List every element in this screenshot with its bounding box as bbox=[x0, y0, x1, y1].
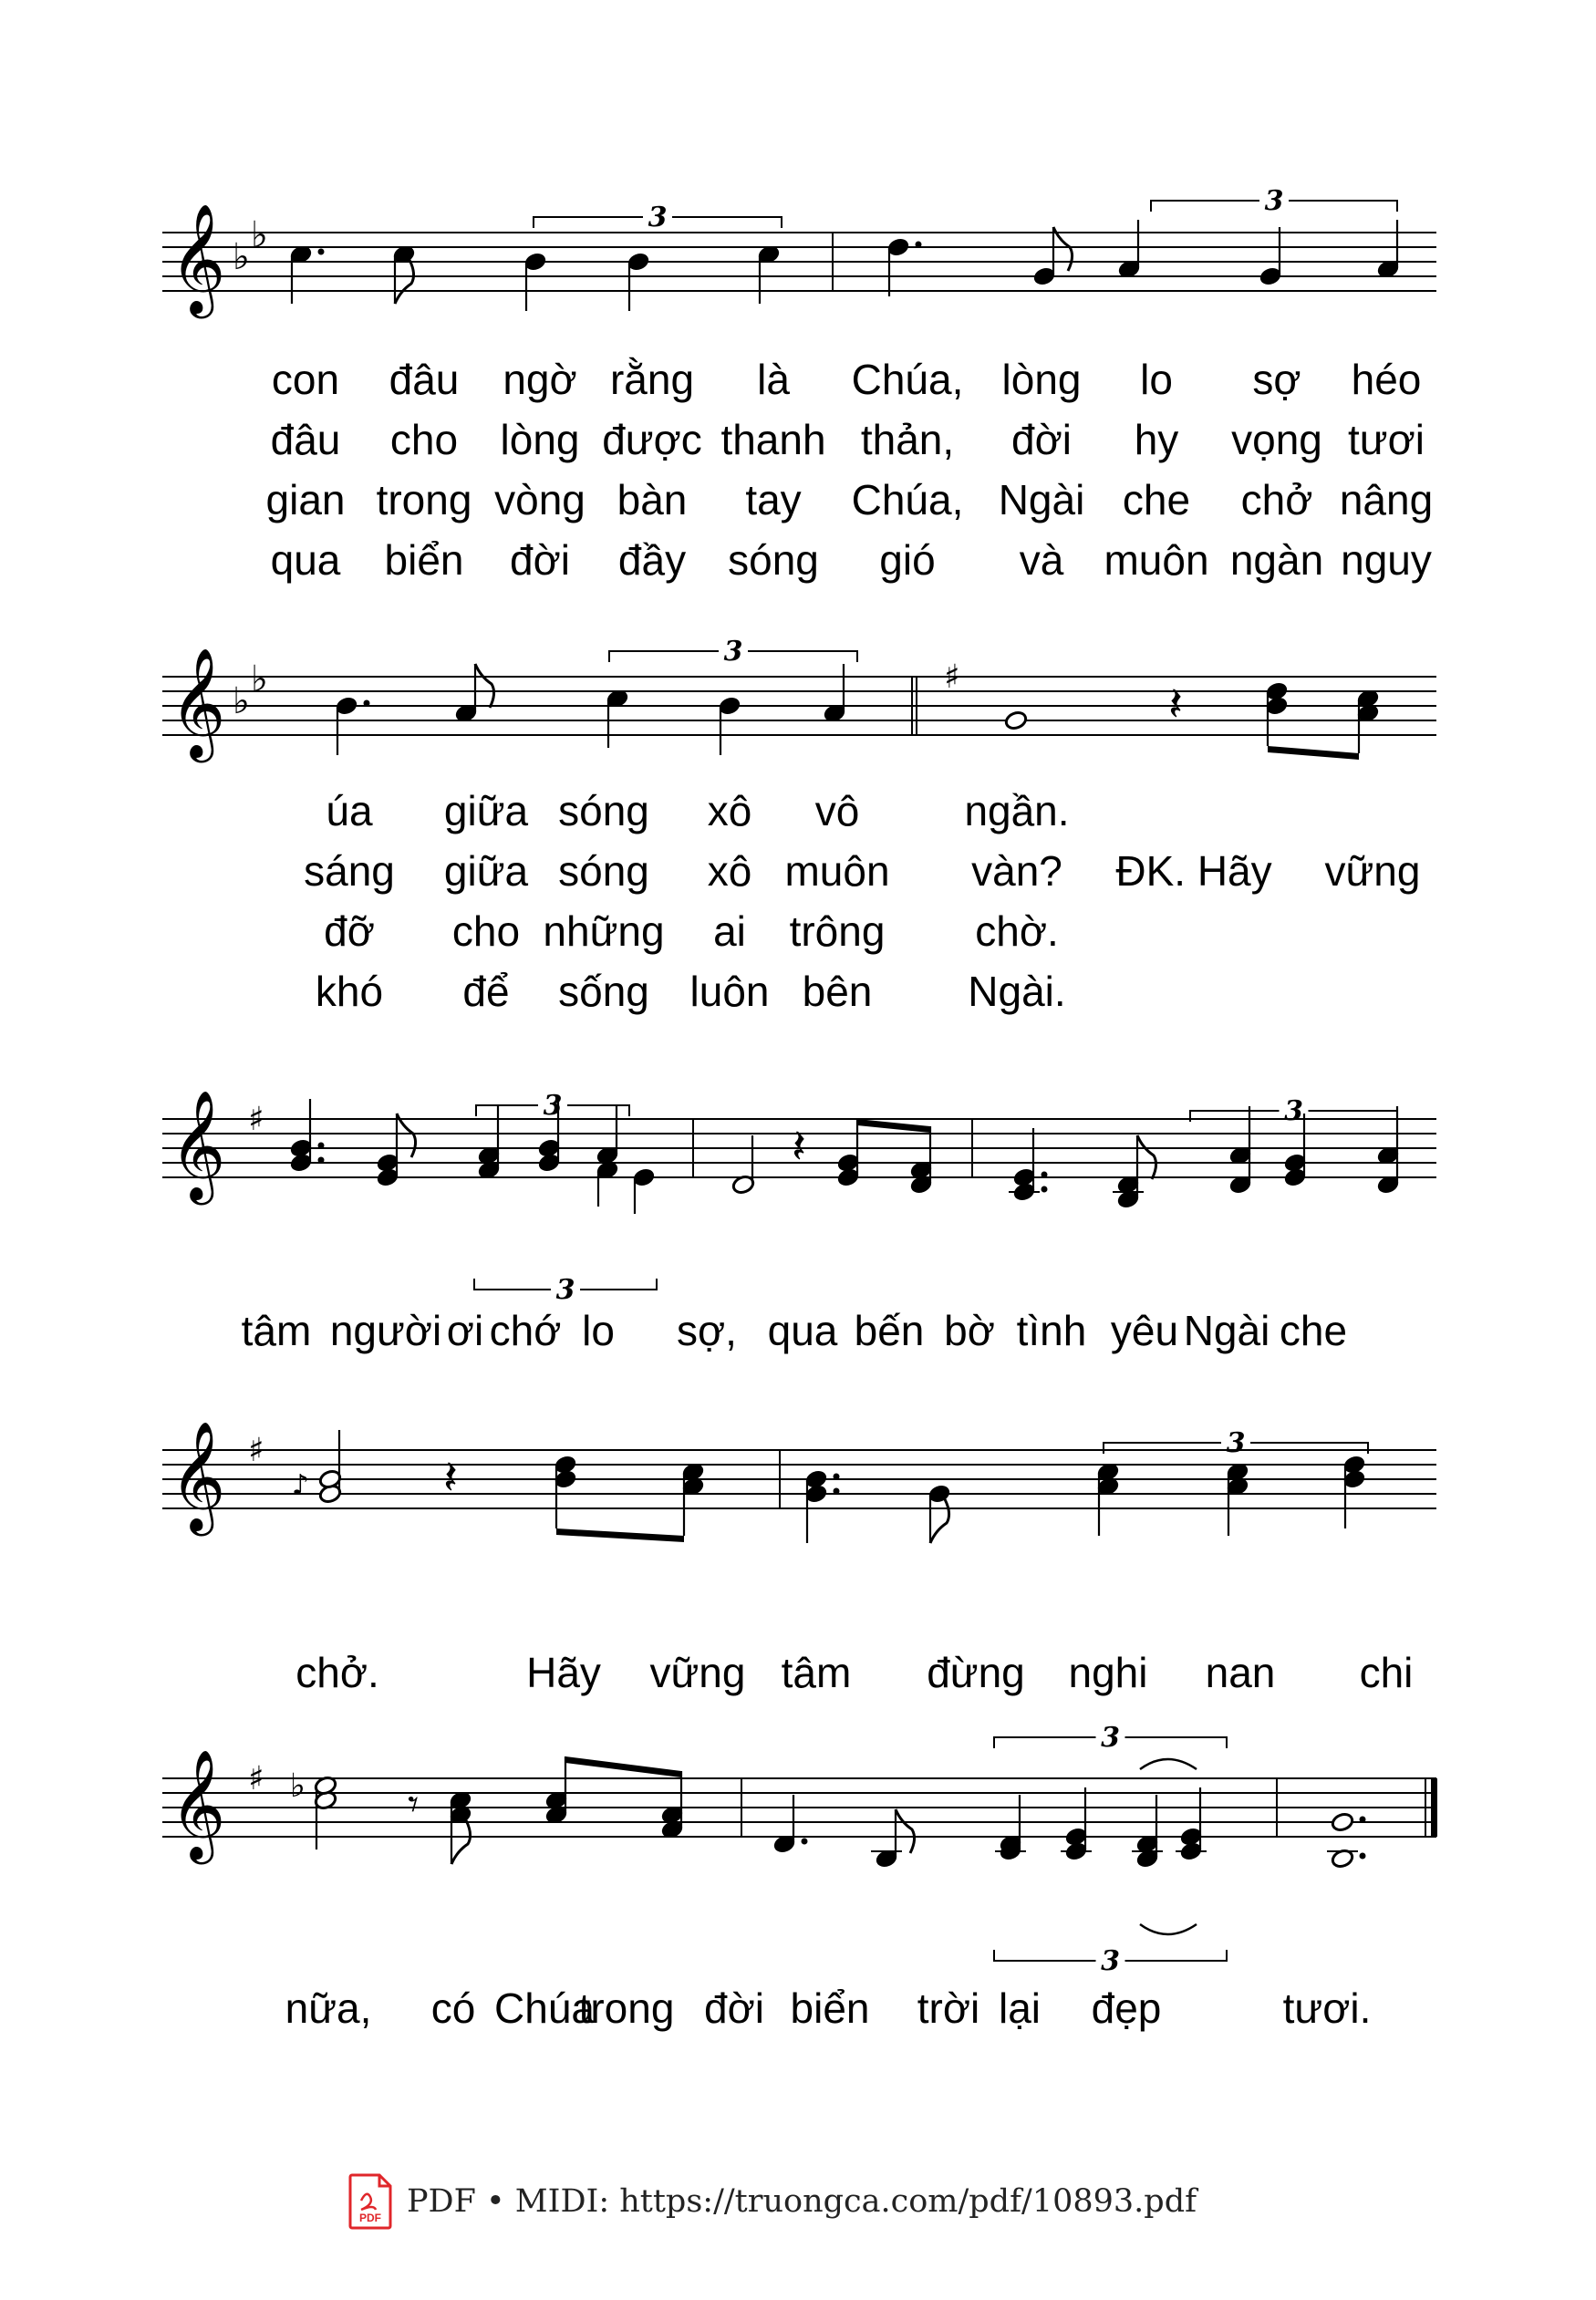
lyric-syllable: biển bbox=[384, 536, 464, 584]
beam bbox=[565, 1756, 681, 1777]
lyric-syllable: chở bbox=[1240, 476, 1313, 523]
lyric-syllable: xô bbox=[707, 787, 752, 834]
beam bbox=[857, 1119, 930, 1133]
system-5 bbox=[162, 1722, 1437, 2032]
lyric-syllable: rằng bbox=[609, 356, 695, 403]
footer-link[interactable] bbox=[347, 2172, 1197, 2231]
lyric-syllable: đừng bbox=[927, 1649, 1025, 1696]
lyric-syllable: trông bbox=[789, 907, 886, 955]
notehead bbox=[1331, 1811, 1354, 1832]
lyric-syllable: vòng bbox=[494, 476, 586, 523]
tuplet-number: 3 bbox=[1226, 1427, 1246, 1459]
lyric-syllable: Hãy bbox=[526, 1649, 601, 1696]
augmentation-dot bbox=[1042, 1186, 1048, 1193]
lyric-syllable: úa bbox=[326, 787, 373, 834]
flat-icon: ♭ bbox=[251, 214, 268, 256]
eighth-rest-icon: 𝄾 bbox=[408, 1779, 420, 1829]
lyric-syllable: sợ, bbox=[677, 1307, 737, 1354]
lyric-syllable: giữa bbox=[443, 787, 529, 834]
lyric-syllable: muôn bbox=[1104, 536, 1209, 584]
tuplet-number: 3 bbox=[1284, 1095, 1303, 1127]
lyric-syllable: thanh bbox=[720, 416, 826, 463]
lyric-syllable: nâng bbox=[1339, 476, 1434, 523]
lyric-syllable: chở. bbox=[295, 1649, 379, 1696]
lyric-syllable: giữa bbox=[443, 847, 529, 895]
lyric-syllable: vững bbox=[1324, 847, 1421, 895]
lyric-syllable: đâu bbox=[389, 356, 460, 403]
lyric-syllable: muôn bbox=[784, 847, 890, 895]
lyric-syllable: vô bbox=[814, 787, 860, 834]
tuplet-number: 3 bbox=[1264, 185, 1284, 217]
system-1 bbox=[162, 185, 1436, 584]
augmentation-dot bbox=[1360, 1817, 1366, 1823]
lyric-syllable: che bbox=[1279, 1307, 1348, 1354]
quarter-rest-icon: 𝄽 bbox=[1168, 678, 1183, 732]
lyric-syllable: bên bbox=[802, 968, 873, 1015]
augmentation-dot bbox=[834, 1474, 840, 1480]
lyric-syllable: để bbox=[462, 968, 510, 1015]
tuplet-number: 3 bbox=[1101, 1945, 1120, 1977]
slur bbox=[1140, 1924, 1197, 1934]
lyric-syllable: nan bbox=[1205, 1649, 1276, 1696]
lyric-syllable: qua bbox=[767, 1307, 838, 1354]
lyric-syllable: chớ bbox=[489, 1307, 562, 1354]
lyric-syllable: sợ bbox=[1252, 356, 1301, 403]
beam bbox=[556, 1528, 684, 1542]
lyric-syllable: những bbox=[543, 907, 665, 955]
lyric-syllable: ngần. bbox=[964, 787, 1070, 834]
lyric-syllable: người bbox=[329, 1307, 442, 1354]
augmentation-dot bbox=[318, 1157, 325, 1164]
flat-icon: ♭ bbox=[290, 1767, 306, 1805]
lyric-syllable: ĐK. Hãy bbox=[1115, 847, 1272, 895]
treble-clef-icon: 𝄞 bbox=[170, 1748, 226, 1860]
lyric-syllable: qua bbox=[270, 536, 341, 584]
lyric-syllable: gió bbox=[879, 536, 936, 584]
augmentation-dot bbox=[916, 242, 922, 248]
lyric-syllable: đẹp bbox=[1091, 1984, 1162, 2032]
quarter-rest-icon: 𝄽 bbox=[443, 1451, 458, 1506]
lyric-syllable: Chúa, bbox=[851, 356, 964, 403]
augmentation-dot bbox=[364, 700, 370, 707]
lyric-syllable: đời bbox=[1011, 416, 1072, 463]
lyric-syllable: lòng bbox=[1001, 356, 1082, 403]
lyric-syllable: héo bbox=[1351, 356, 1422, 403]
lyric-syllable: chờ. bbox=[975, 907, 1059, 955]
quarter-rest-icon: 𝄽 bbox=[792, 1120, 806, 1175]
sharp-icon: ♯ bbox=[248, 1760, 264, 1798]
lyric-syllable: đâu bbox=[270, 416, 341, 463]
lyric-syllable: vọng bbox=[1231, 416, 1322, 463]
pdf-file-icon bbox=[347, 2173, 394, 2230]
lyric-syllable: Ngài. bbox=[968, 968, 1066, 1015]
tuplet-number: 3 bbox=[543, 1090, 563, 1122]
lyric-syllable: được bbox=[602, 416, 702, 463]
lyric-syllable: ai bbox=[713, 907, 746, 955]
lyric-syllable: tình bbox=[1016, 1307, 1087, 1354]
lyric-syllable: sóng bbox=[558, 847, 649, 895]
lyric-syllable: vững bbox=[649, 1649, 746, 1696]
augmentation-dot bbox=[802, 1839, 808, 1845]
tuplet-number: 3 bbox=[648, 202, 668, 233]
lyric-syllable: thản, bbox=[860, 416, 955, 463]
final-barline bbox=[1431, 1778, 1437, 1837]
note-flag bbox=[1053, 227, 1073, 271]
lyric-syllable: gian bbox=[265, 476, 346, 523]
lyric-syllable: trong bbox=[376, 476, 472, 523]
lyric-syllable: hy bbox=[1134, 416, 1179, 463]
lyric-syllable: cho bbox=[389, 416, 459, 463]
lyric-syllable: khó bbox=[315, 968, 384, 1015]
grace-note-icon: ♪ bbox=[292, 1469, 310, 1501]
lyric-syllable: trời bbox=[917, 1984, 980, 2032]
lyric-syllable: sáng bbox=[304, 847, 395, 895]
lyric-syllable: sóng bbox=[728, 536, 819, 584]
tuplet-number: 3 bbox=[723, 636, 743, 668]
lyric-syllable: có bbox=[430, 1984, 476, 2032]
flat-icon: ♭ bbox=[233, 680, 250, 722]
lyric-syllable: sống bbox=[558, 968, 649, 1015]
note-flag bbox=[397, 1114, 416, 1157]
lyric-syllable: Chúa bbox=[494, 1984, 595, 2032]
treble-clef-icon: 𝄞 bbox=[170, 1420, 226, 1531]
lyric-syllable: đời bbox=[704, 1984, 764, 2032]
lyric-syllable: nghi bbox=[1068, 1649, 1148, 1696]
lyric-syllable: bờ bbox=[944, 1307, 995, 1354]
lyric-syllable: ngàn bbox=[1229, 536, 1324, 584]
note-flag bbox=[1137, 1135, 1156, 1179]
note-flag bbox=[896, 1809, 915, 1853]
lyric-syllable: cho bbox=[451, 907, 521, 955]
lyric-syllable: tươi. bbox=[1282, 1984, 1372, 2032]
lyric-syllable: nguy bbox=[1341, 536, 1432, 584]
lyric-syllable: đầy bbox=[617, 536, 687, 584]
slur bbox=[1140, 1759, 1197, 1769]
lyric-syllable: lại bbox=[998, 1984, 1042, 2032]
note-flag bbox=[451, 1820, 471, 1864]
pdf-icon-label: PDF bbox=[359, 2212, 381, 2224]
lyric-syllable: là bbox=[757, 356, 790, 403]
lyric-syllable: nữa, bbox=[285, 1984, 372, 2032]
note-flag bbox=[930, 1499, 949, 1543]
lyric-syllable: tay bbox=[745, 476, 802, 523]
lyric-syllable: trong bbox=[578, 1984, 675, 2032]
sharp-icon: ♯ bbox=[944, 658, 960, 696]
sharp-icon: ♯ bbox=[248, 1101, 264, 1138]
lyric-syllable: tâm bbox=[241, 1307, 312, 1354]
treble-clef-icon: 𝄞 bbox=[170, 647, 226, 758]
lyric-syllable: Ngài bbox=[998, 476, 1085, 523]
system-2 bbox=[162, 636, 1436, 1015]
lyric-syllable: yêu bbox=[1110, 1307, 1179, 1354]
treble-clef-icon: 𝄞 bbox=[170, 1089, 226, 1200]
lyric-syllable: bến bbox=[854, 1307, 925, 1354]
lyric-syllable: chi bbox=[1359, 1649, 1414, 1696]
augmentation-dot bbox=[1042, 1172, 1048, 1178]
lyric-syllable: ngờ bbox=[503, 356, 577, 403]
beam bbox=[1268, 746, 1359, 760]
lyric-syllable: vàn? bbox=[971, 847, 1062, 895]
tuplet-number: 3 bbox=[1101, 1722, 1120, 1754]
lyric-syllable: con bbox=[271, 356, 340, 403]
lyric-syllable: lo bbox=[1140, 356, 1173, 403]
lyric-syllable: xô bbox=[707, 847, 752, 895]
lyric-syllable: luôn bbox=[689, 968, 770, 1015]
system-3 bbox=[162, 1089, 1436, 1354]
lyric-syllable: bàn bbox=[617, 476, 688, 523]
lyric-syllable: tâm bbox=[781, 1649, 852, 1696]
system-4 bbox=[162, 1420, 1436, 1696]
footer-text[interactable]: PDF • MIDI: https://truongca.com/pdf/10893.pdf bbox=[407, 2183, 1197, 2220]
lyric-syllable: đỡ bbox=[324, 907, 375, 955]
treble-clef-icon: 𝄞 bbox=[170, 202, 226, 314]
lyric-syllable: lòng bbox=[500, 416, 580, 463]
lyric-syllable: và bbox=[1019, 536, 1064, 584]
lyric-syllable: che bbox=[1122, 476, 1191, 523]
lyric-syllable: Chúa, bbox=[851, 476, 964, 523]
augmentation-dot bbox=[834, 1488, 840, 1495]
augmentation-dot bbox=[318, 249, 325, 255]
lyric-syllable: sóng bbox=[558, 787, 649, 834]
augmentation-dot bbox=[318, 1143, 325, 1149]
lyric-syllable: đời bbox=[510, 536, 570, 584]
flat-icon: ♭ bbox=[251, 658, 268, 700]
tuplet-number: 3 bbox=[555, 1274, 575, 1306]
augmentation-dot bbox=[1360, 1853, 1366, 1860]
lyric-syllable: tươi bbox=[1348, 416, 1425, 463]
note-flag bbox=[475, 664, 494, 708]
lyric-syllable: biển bbox=[790, 1984, 870, 2032]
lyric-syllable: Ngài bbox=[1183, 1307, 1270, 1354]
notehead bbox=[1004, 710, 1028, 730]
note-flag bbox=[395, 260, 414, 304]
flat-icon: ♭ bbox=[233, 236, 250, 278]
lyric-syllable: lo bbox=[582, 1307, 615, 1354]
lyric-syllable: ơi bbox=[446, 1307, 484, 1354]
sharp-icon: ♯ bbox=[248, 1432, 264, 1469]
